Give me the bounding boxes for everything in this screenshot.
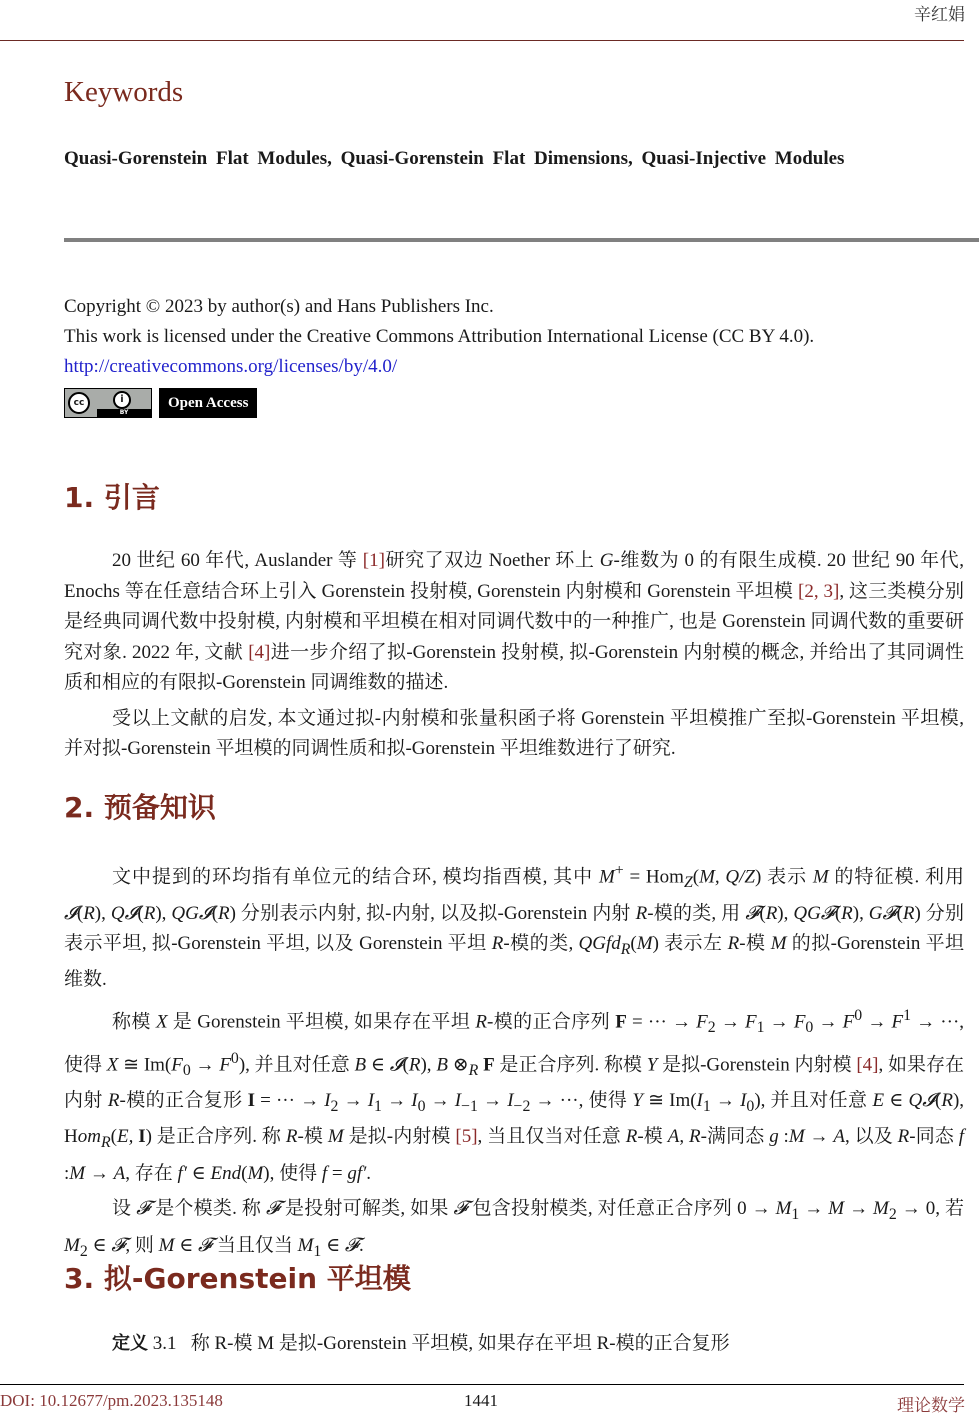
section-heading-3	[64, 1257, 411, 1297]
section-number: 2.	[64, 791, 95, 824]
license-link[interactable]: http://creativecommons.org/licenses/by/4.0/	[64, 356, 398, 377]
page-number: 1441	[464, 1391, 498, 1410]
keywords-text: Quasi-Gorenstein Flat Modules, Quasi-Gorenstein Flat Dimensions, Quasi-Injective Modules	[64, 148, 845, 169]
definition-text: 称 R-模 M 是拟-Gorenstein 平坦模, 如果存在平坦 R-模的正合复形	[190, 1333, 730, 1354]
license-line: This work is licensed under the Creative Commons Attribution International License (CC BY 4.0).	[64, 326, 815, 347]
paragraph: 20 世纪 60 年代, Auslander 等 [1]研究了双边 Noether 环上 G-维数为 0 的有限生成模. 20 世纪 90 年代, Enochs 等在任意结合环上引入 Gorenstein 投射模, Gorenstein 内射模和 Gorenstein 平坦模 [2, 3], 这三类模分别是经典同调代数中投射模, 内射模和平坦模在相对同调代数中的一种推广, 也是 Gorenstein 同调代数的重要研究对象. 2022 年, 文献 [4]进一步介绍了拟-Gorenstein 投射模, 拟-Gorenstein 内射模的概念, 并给出了其同调性质和相应的有限拟-Gorenstein 同调维数的描述.	[64, 550, 965, 693]
section-number: 1.	[64, 481, 95, 514]
citation-link[interactable]: [5]	[455, 1126, 478, 1148]
journal-name: 理论数学	[897, 1396, 965, 1415]
section-title: 预备知识	[103, 791, 216, 824]
attribution-person-icon: i	[113, 391, 131, 409]
paragraph: 设 𝓕 是个模类. 称 𝓕 是投射可解类, 如果 𝓕 包含投射模类, 对任意正合序列 $0 \to M_1 \to M \to M_2 \to 0$, 若 $M_2$ ∈ 𝓕, 则 M ∈ 𝓕 当且仅当 $M_1$ ∈ 𝓕.	[64, 1198, 964, 1260]
paragraph: 文中提到的环均指有单位元的结合环, 模均指酉模, 其中 M+ = Hom$_Z$(M, Q/Z) 表示 M 的特征模. 利用 𝓘(R), Q𝓘(R), QG𝓘(R) 分别表示内射, 拟-内射, 以及拟-Gorenstein 内射 R-模的类, 用 𝓕(R), QG𝓕(R), G𝓕(R) 分别表示平坦, 拟-Gorenstein 平坦, 以及 Gorenstein 平坦 R-模的类, QGfd$_R$(M) 表示左 R-模 M 的拟-Gorenstein 平坦维数.	[64, 862, 965, 991]
section-heading-2	[64, 786, 216, 826]
section-heading-1	[64, 476, 160, 516]
cc-icon: cc	[68, 392, 90, 414]
paragraph: 受以上文献的启发, 本文通过拟-内射模和张量积函子将 Gorenstein 平坦模推广至拟-Gorenstein 平坦模, 并对拟-Gorenstein 平坦模的同调性质和拟-Gorenstein 平坦维数进行了研究.	[64, 707, 964, 759]
by-label: BY	[97, 409, 151, 417]
header-rule	[0, 40, 964, 41]
keywords-divider	[64, 238, 979, 242]
section-2-body	[64, 856, 964, 1267]
license-badges	[64, 388, 257, 418]
cc-by-badge[interactable]	[64, 388, 152, 418]
open-access-badge[interactable]: Open Access	[159, 388, 257, 418]
footer-rule	[0, 1384, 964, 1385]
definition-3-1	[112, 1328, 730, 1355]
copyright-block	[64, 292, 814, 382]
section-title: 拟-Gorenstein 平坦模	[103, 1262, 411, 1295]
footer-doi[interactable]: DOI: 10.12677/pm.2023.135148	[0, 1391, 223, 1410]
section-title: 引言	[103, 481, 160, 514]
copyright-line: Copyright © 2023 by author(s) and Hans Publishers Inc.	[64, 296, 494, 317]
citation-link[interactable]: [4]	[248, 641, 271, 663]
citation-link[interactable]: [2, 3]	[798, 580, 840, 602]
definition-number: 3.1	[152, 1333, 177, 1354]
section-number: 3.	[64, 1262, 95, 1295]
paragraph: 称模 X 是 Gorenstein 平坦模, 如果存在平坦 R-模的正合序列 F = ··· → $F_2 \to F_1 \to F_0 \to F^0 \to F^1$ → ···, 使得 X ≅ $Im(F_0 \to F^0)$, 并且对任意 B ∈ 𝓘(R), B $\otimes_R$ F 是正合序列. 称模 Y 是拟-Gorenstein 内射模 [4], 如果存在内射 R-模的正合复形 I = ··· → $I_2 \to I_1 \to I_0 \to I_{-1} \to I_{-2}$ → ···, 使得 Y ≅ $Im(I_1 \to I_0)$, 并且对任意 E ∈ Q𝓘(R), Hom$_R$(E, I) 是正合序列. 称 R-模 M 是拟-内射模 [5], 当且仅当对任意 R-模 A, R-满同态 g :M → A, 以及 R-同态 f :M → A, 存在 f′ ∈ End(M), 使得 f = gf′.	[64, 1006, 965, 1184]
definition-label: 定义	[112, 1333, 148, 1354]
citation-link[interactable]: [4]	[856, 1053, 879, 1075]
keywords-title: Keywords	[64, 76, 184, 108]
section-1-body	[64, 546, 964, 765]
header-author: 辛红娟	[914, 5, 965, 24]
citation-link[interactable]: [1]	[362, 550, 385, 571]
